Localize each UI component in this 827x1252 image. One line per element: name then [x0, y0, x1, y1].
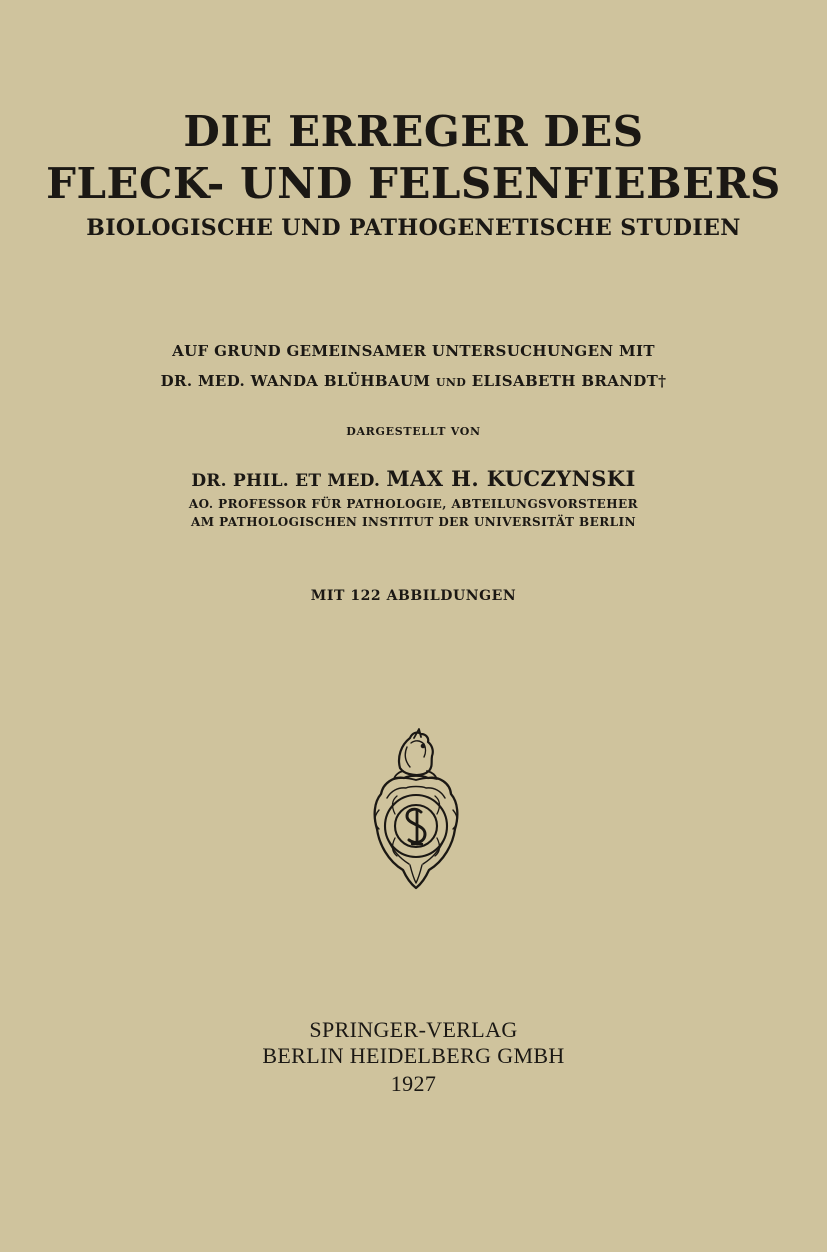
presented-by-label: DARGESTELLT VON: [346, 425, 481, 438]
springer-horse-seal-icon: [371, 728, 461, 890]
book-title-line-2: FLECK- UND FELSENFIEBERS: [46, 159, 781, 208]
dagger-mark: †: [658, 372, 667, 390]
author-line: [0, 467, 827, 493]
collaborator-1: DR. MED. WANDA BLÜHBAUM: [160, 372, 431, 390]
author-affiliation-2: AM PATHOLOGISCHEN INSTITUT DER UNIVERSITÄT BERLIN: [190, 515, 636, 529]
publisher-location: BERLIN HEIDELBERG GMBH: [262, 1043, 565, 1068]
collaboration-intro: AUF GRUND GEMEINSAMER UNTERSUCHUNGEN MIT: [172, 342, 655, 360]
book-title-line-1: DIE ERREGER DES: [183, 107, 644, 156]
publication-year: 1927: [390, 1071, 437, 1096]
collaborator-2: ELISABETH BRANDT: [471, 372, 659, 390]
figure-count: MIT 122 ABBILDUNGEN: [310, 588, 517, 604]
book-subtitle: BIOLOGISCHE UND PATHOGENETISCHE STUDIEN: [86, 215, 741, 241]
author-degrees: DR. PHIL. ET MED.: [191, 471, 381, 491]
collaborators-line: [0, 371, 827, 393]
author-affiliation-1: AO. PROFESSOR FÜR PATHOLOGIE, ABTEILUNGSVORSTEHER: [188, 497, 639, 511]
conjunction: UND: [435, 376, 467, 389]
publisher-name: SPRINGER-VERLAG: [309, 1017, 518, 1042]
author-name: MAX H. KUCZYNSKI: [386, 466, 636, 491]
